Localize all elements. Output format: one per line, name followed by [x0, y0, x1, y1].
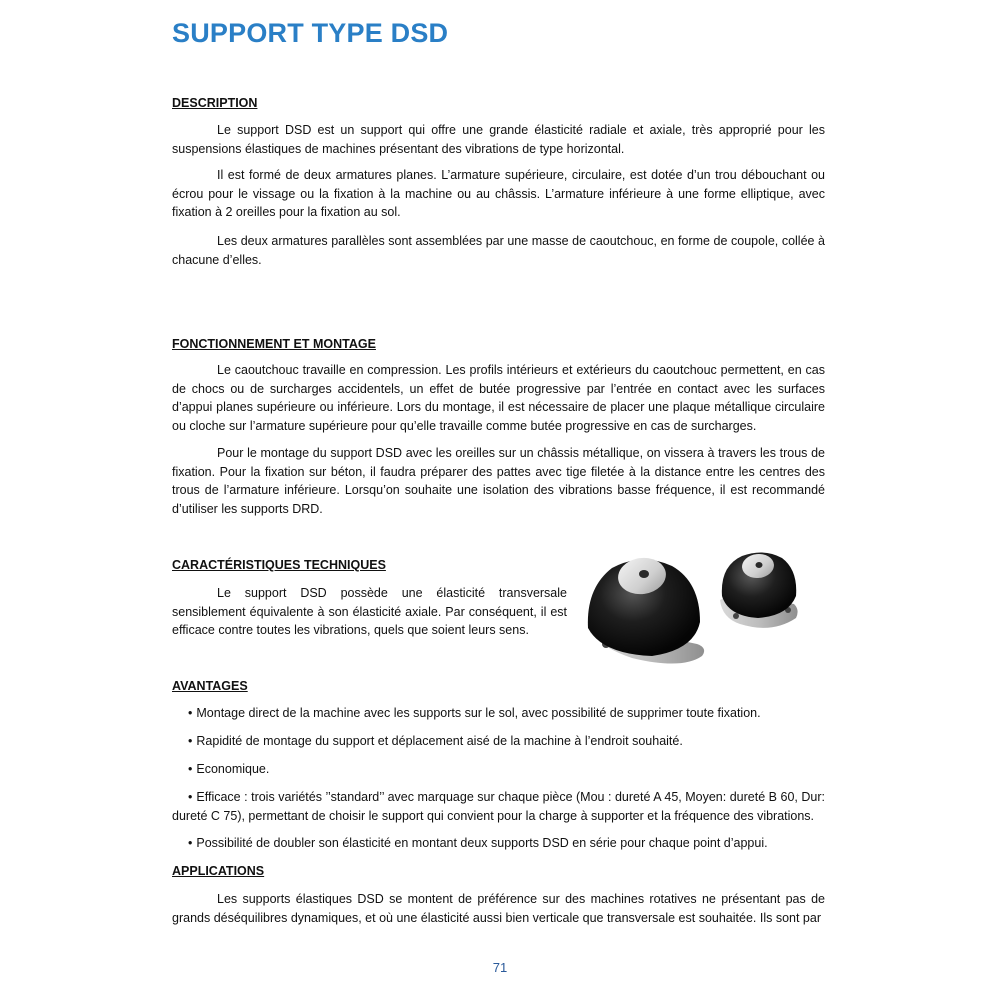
section-heading-description: DESCRIPTION: [172, 96, 258, 110]
list-item-text: Economique.: [196, 762, 270, 776]
bullet-icon: •: [188, 734, 193, 748]
bullet-icon: •: [188, 706, 193, 720]
list-item-text: Rapidité de montage du support et déplacement aisé de la machine à l’endroit souhaité.: [196, 734, 683, 748]
list-item: [172, 704, 825, 723]
section-heading-fonctionnement: FONCTIONNEMENT ET MONTAGE: [172, 337, 376, 351]
bullet-icon: •: [188, 790, 193, 804]
paragraph: Le support DSD possède une élasticité transversale sensiblement équivalente à son élasticité axiale. Par conséquent, il est efficace contre toutes les vibrations, quels que soient leurs sens.: [172, 586, 567, 638]
list-item: [172, 788, 825, 825]
product-image: [582, 548, 802, 672]
page-number: 71: [492, 960, 508, 975]
list-item-text: Montage direct de la machine avec les supports sur le sol, avec possibilité de supprimer toute fixation.: [196, 706, 761, 720]
list-item: [172, 760, 825, 779]
bullet-icon: •: [188, 762, 193, 776]
page-title: SUPPORT TYPE DSD: [172, 18, 449, 48]
paragraph: Les deux armatures parallèles sont assemblées par une masse de caoutchouc, en forme de coupole, collée à chacune d’elles.: [172, 234, 825, 267]
list-item-text: Possibilité de doubler son élasticité en montant deux supports DSD en série pour chaque point d’appui.: [196, 836, 768, 850]
list-item: [172, 834, 825, 853]
list-item: [172, 732, 825, 751]
paragraph: Le caoutchouc travaille en compression. Les profils intérieurs et extérieurs du caoutchouc permettent, en cas de chocs ou de surcharges accidentels, un effet de butée progressive par l’entrée en contact avec les surfaces d’appui planes supérieure ou inférieure. Lors du montage, il est nécessaire de placer une plaque métallique circulaire ou cloche sur l’armature supérieure pour qu’elle travaille comme butée progressive en cas de surcharges.: [172, 363, 825, 434]
section-heading-avantages: AVANTAGES: [172, 679, 248, 693]
list-item-text: Efficace : trois variétés ’’standard’’ avec marquage sur chaque pièce (Mou : dureté A 45, Moyen: dureté B 60, Dur: dureté C 75), permettant de choisir le support qui convient pour la charge à supporter et la fréquence des vibrations.: [172, 790, 825, 823]
section-heading-applications: APPLICATIONS: [172, 864, 265, 878]
section-heading-caracteristiques: CARACTÉRISTIQUES TECHNIQUES: [172, 558, 386, 572]
paragraph: Le support DSD est un support qui offre une grande élasticité radiale et axiale, très approprié pour les suspensions élastiques de machines présentant des vibrations de type horizontal.: [172, 123, 825, 156]
bullet-icon: •: [188, 836, 193, 850]
paragraph: Il est formé de deux armatures planes. L’armature supérieure, circulaire, est dotée d’un trou débouchant ou écrou pour le vissage ou la fixation à la machine ou au châssis. L’armature inférieure à une forme elliptique, avec fixation à 2 oreilles pour la fixation au sol.: [172, 168, 825, 220]
paragraph: Les supports élastiques DSD se montent de préférence sur des machines rotatives ne présentant pas de grands déséquilibres dynamiques, et où une élasticité aussi bien verticale que transversale est souhaitée. Ils sont par: [172, 892, 825, 925]
paragraph: Pour le montage du support DSD avec les oreilles sur un châssis métallique, on vissera à travers les trous de fixation. Pour la fixation sur béton, il faudra préparer des pattes avec tige filetée à la distance entre les centres des trous de l’armature inférieure. Lorsqu’on souhaite une isolation des vibrations basse fréquence, il est recommandé d’utiliser les supports DRD.: [172, 446, 825, 517]
